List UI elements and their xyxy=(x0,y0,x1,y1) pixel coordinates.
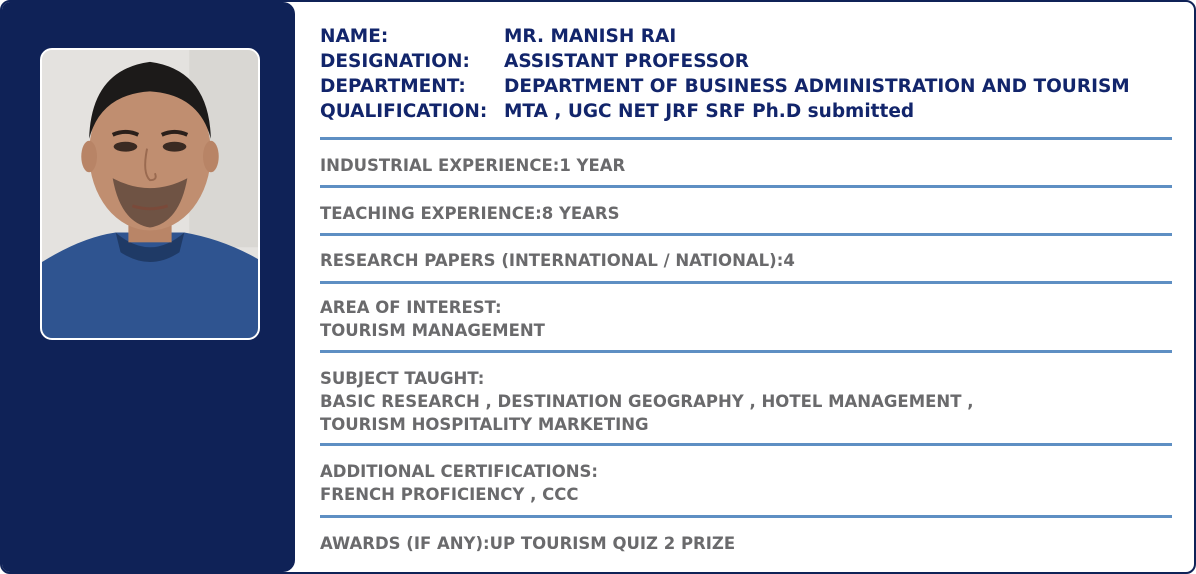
subject-taught-line-2: TOURISM HOSPITALITY MARKETING xyxy=(320,415,649,434)
teaching-experience-label: TEACHING EXPERIENCE: xyxy=(320,204,542,223)
area-of-interest xyxy=(320,296,545,342)
subject-taught-label: SUBJECT TAUGHT: xyxy=(320,369,485,388)
name-row xyxy=(320,24,1130,49)
area-of-interest-value: TOURISM MANAGEMENT xyxy=(320,321,545,340)
additional-certifications-value: FRENCH PROFICIENCY , CCC xyxy=(320,485,579,504)
details-area xyxy=(320,2,1172,572)
research-papers xyxy=(320,249,795,272)
awards-label: AWARDS (IF ANY): xyxy=(320,534,490,553)
department-value: DEPARTMENT OF BUSINESS ADMINISTRATION AND TOURISM xyxy=(504,76,1130,97)
name-label: NAME: xyxy=(320,26,389,47)
divider xyxy=(320,515,1172,518)
name-value: MR. MANISH RAI xyxy=(504,26,677,47)
left-navy-panel xyxy=(2,2,295,572)
industrial-experience-value: 1 YEAR xyxy=(559,156,626,175)
divider xyxy=(320,443,1172,446)
additional-certifications xyxy=(320,460,598,506)
portrait-image xyxy=(42,50,258,338)
divider xyxy=(320,233,1172,236)
research-papers-value: 4 xyxy=(783,251,795,270)
awards xyxy=(320,532,735,555)
industrial-experience-label: INDUSTRIAL EXPERIENCE: xyxy=(320,156,560,175)
profile-header xyxy=(320,24,1130,124)
subject-taught xyxy=(320,367,973,436)
qualification-value: MTA , UGC NET JRF SRF Ph.D submitted xyxy=(504,101,915,122)
divider xyxy=(320,137,1172,140)
designation-label: DESIGNATION: xyxy=(320,51,470,72)
divider xyxy=(320,350,1172,353)
divider xyxy=(320,281,1172,284)
designation-row xyxy=(320,49,1130,74)
designation-value: ASSISTANT PROFESSOR xyxy=(504,51,749,72)
area-of-interest-label: AREA OF INTEREST: xyxy=(320,298,502,317)
subject-taught-line-1: BASIC RESEARCH , DESTINATION GEOGRAPHY , HOTEL MANAGEMENT , xyxy=(320,392,974,411)
qualification-row xyxy=(320,99,1130,124)
teaching-experience xyxy=(320,202,620,225)
profile-photo xyxy=(40,48,260,340)
department-row xyxy=(320,74,1130,99)
additional-certifications-label: ADDITIONAL CERTIFICATIONS: xyxy=(320,462,599,481)
industrial-experience xyxy=(320,154,625,177)
teaching-experience-value: 8 YEARS xyxy=(541,204,620,223)
department-label: DEPARTMENT: xyxy=(320,76,466,97)
research-papers-label: RESEARCH PAPERS (INTERNATIONAL / NATIONAL): xyxy=(320,251,784,270)
divider xyxy=(320,185,1172,188)
awards-value: UP TOURISM QUIZ 2 PRIZE xyxy=(489,534,736,553)
qualification-label: QUALIFICATION: xyxy=(320,101,488,122)
